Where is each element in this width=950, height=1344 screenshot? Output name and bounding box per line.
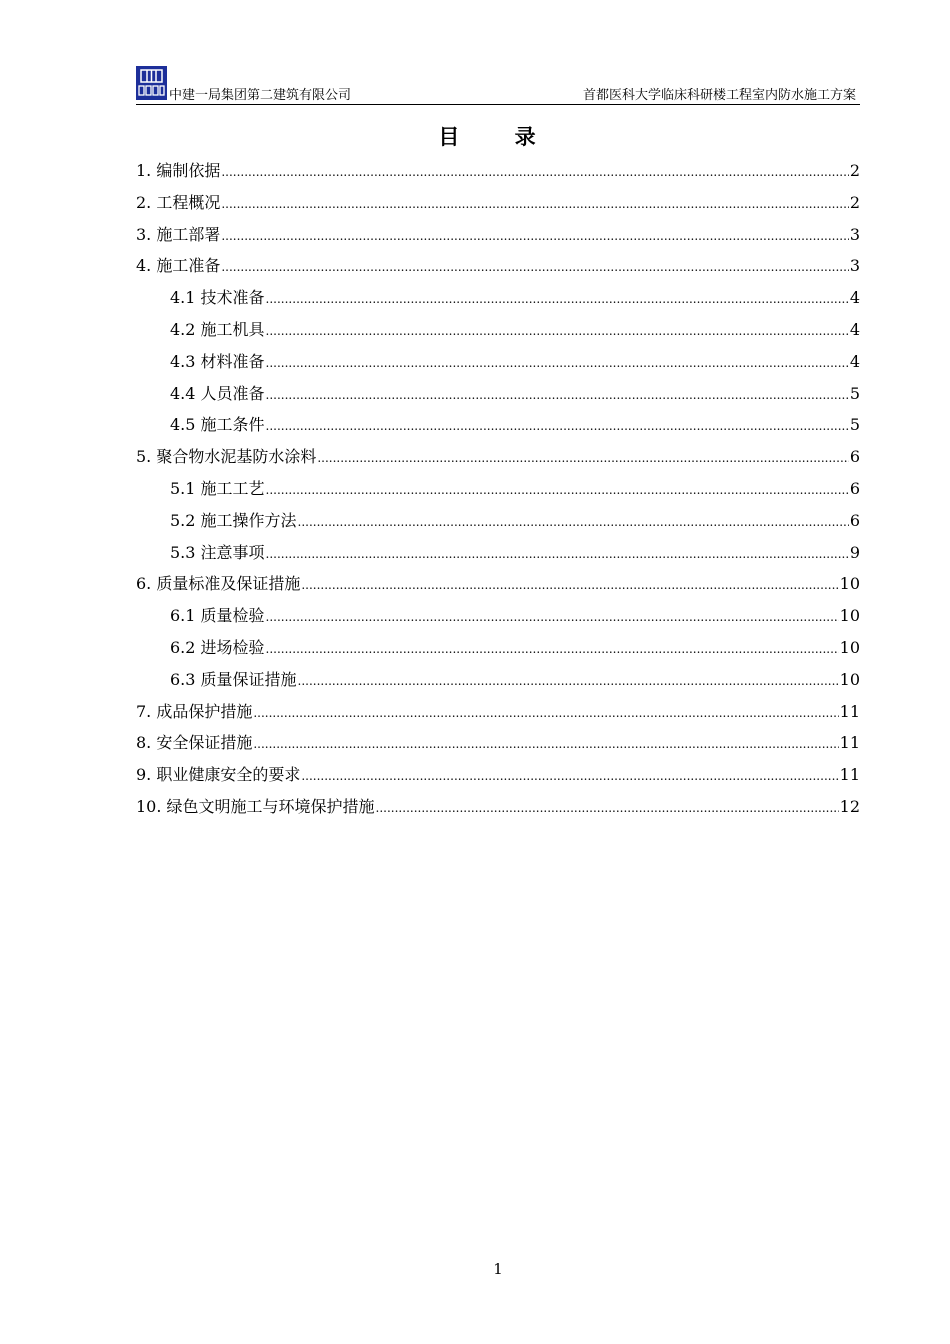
toc-entry[interactable] [136,759,860,791]
toc-dot-leader [266,411,849,443]
toc-dot-leader [266,634,839,666]
toc-entry-label: 4.5 施工条件 [170,415,265,435]
toc-dot-leader [266,380,849,412]
toc-entry-label: 4.1 技术准备 [170,288,265,308]
toc-dot-leader [266,316,849,348]
toc-entry-page: 2 [849,161,860,180]
toc-entry[interactable] [136,314,860,346]
toc-entry[interactable] [136,537,860,569]
toc-dot-leader [376,793,839,825]
toc-entry-label: 4.2 施工机具 [170,319,265,339]
toc-entry-label: 4.4 人员准备 [170,383,265,403]
toc-dot-leader [301,570,838,602]
toc-entry[interactable] [136,727,860,759]
toc-dot-leader [266,475,849,507]
toc-dot-leader [301,761,838,793]
toc-dot-leader [266,284,849,316]
company-logo [136,66,167,100]
toc-dot-leader [253,698,838,730]
toc-dot-leader [221,157,848,189]
toc-entry[interactable] [136,282,860,314]
toc-entry[interactable] [136,219,860,251]
toc-entry-page: 5 [849,415,860,435]
toc-dot-leader [253,729,838,761]
toc-entry-label: 4.3 材料准备 [170,351,265,371]
cscec-logo-icon [136,66,167,100]
toc-entry[interactable] [136,696,860,728]
toc-entry-page: 10 [839,637,860,657]
toc-entry[interactable] [136,473,860,505]
project-name: 首都医科大学临床科研楼工程室内防水施工方案 [582,88,856,103]
toc-entry[interactable] [136,346,860,378]
toc-dot-leader [317,443,848,475]
toc-title: 目 录 [438,125,560,149]
toc-entry-label: 7. 成品保护措施 [136,701,253,721]
toc-entry-page: 11 [839,701,860,721]
toc-entry-page: 4 [849,351,860,371]
toc-entry-label: 1. 编制依据 [136,161,221,180]
toc-entry[interactable] [136,187,860,219]
toc-entry-page: 6 [849,478,860,498]
toc-dot-leader [266,539,849,571]
toc-dot-leader [221,221,848,253]
toc-entry-label: 5.1 施工工艺 [170,478,265,498]
toc-entry-page: 11 [839,733,860,753]
toc-dot-leader [298,666,839,698]
toc-entry-page: 3 [849,256,860,276]
toc-entry-label: 3. 施工部署 [136,224,221,244]
toc-entry-label: 9. 职业健康安全的要求 [136,765,301,785]
toc-entry-page: 4 [849,319,860,339]
toc-dot-leader [266,602,839,634]
toc-entry[interactable] [136,600,860,632]
toc-entry[interactable] [136,632,860,664]
toc-entry-page: 10 [839,669,860,689]
toc-entry-label: 8. 安全保证措施 [136,733,253,753]
table-of-contents [136,155,860,823]
toc-entry-label: 6.2 进场检验 [170,637,265,657]
toc-entry[interactable] [136,378,860,410]
toc-entry-label: 6. 质量标准及保证措施 [136,574,301,594]
toc-entry-page: 11 [839,765,860,785]
toc-entry[interactable] [136,250,860,282]
toc-entry-label: 5.3 注意事项 [170,542,265,562]
toc-dot-leader [266,348,849,380]
toc-entry-label: 6.3 质量保证措施 [170,669,297,689]
toc-entry-label: 6.1 质量检验 [170,606,265,626]
toc-dot-leader [221,252,848,284]
toc-entry-page: 6 [849,447,860,467]
toc-entry-page: 4 [849,288,860,308]
toc-entry[interactable] [136,791,860,823]
page-header [136,66,860,105]
toc-entry-label: 5. 聚合物水泥基防水涂料 [136,447,317,467]
toc-entry[interactable] [136,568,860,600]
toc-entry-page: 9 [849,542,860,562]
toc-dot-leader [298,507,849,539]
toc-entry-page: 10 [839,606,860,626]
toc-entry-label: 5.2 施工操作方法 [170,510,297,530]
toc-entry-label: 2. 工程概况 [136,192,221,212]
page-number: 1 [493,1260,503,1278]
toc-entry[interactable] [136,409,860,441]
toc-entry-page: 6 [849,510,860,530]
toc-entry-page: 5 [849,383,860,403]
toc-entry-label: 10. 绿色文明施工与环境保护措施 [136,796,375,816]
toc-entry-label: 4. 施工准备 [136,256,221,276]
toc-entry-page: 3 [849,224,860,244]
toc-entry-page: 10 [839,574,860,594]
toc-entry-page: 12 [839,796,860,816]
company-name: 中建一局集团第二建筑有限公司 [169,88,352,103]
toc-entry[interactable] [136,441,860,473]
toc-entry[interactable] [136,664,860,696]
toc-dot-leader [221,189,848,221]
toc-entry[interactable] [136,505,860,537]
toc-entry[interactable] [136,155,860,187]
toc-entry-page: 2 [849,192,860,212]
